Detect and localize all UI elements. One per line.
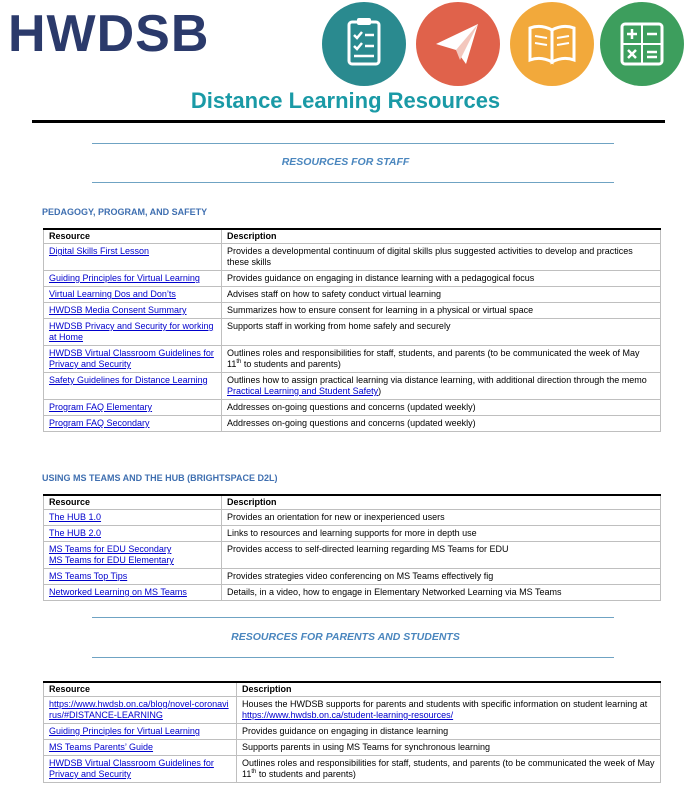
description-cell: Provides guidance on engaging in distance learning with a pedagogical focus <box>222 271 661 287</box>
resource-link[interactable]: HWDSB Privacy and Security for working at Home <box>49 321 214 342</box>
resource-link[interactable]: Guiding Principles for Virtual Learning <box>49 273 200 283</box>
resource-link[interactable]: Program FAQ Elementary <box>49 402 153 412</box>
resource-link[interactable]: Program FAQ Secondary <box>49 418 150 428</box>
table-row <box>44 510 661 526</box>
table-row <box>44 303 661 319</box>
description-cell: Addresses on-going questions and concerns (updated weekly) <box>222 400 661 416</box>
section-heading-staff: RESOURCES FOR STAFF <box>281 156 410 168</box>
resource-link[interactable]: MS Teams Top Tips <box>49 571 128 581</box>
paper-plane-icon <box>416 2 500 86</box>
section-divider <box>92 657 614 658</box>
section-divider <box>92 182 614 183</box>
resource-link[interactable]: Virtual Learning Dos and Don’ts <box>49 289 176 299</box>
description-cell: Supports staff in working from home safely and securely <box>222 319 661 346</box>
table-header-row <box>44 682 661 697</box>
staff-pedagogy-table <box>43 228 661 432</box>
resource-link[interactable]: The HUB 2.0 <box>49 528 102 538</box>
column-header-resource: Resource <box>44 229 222 244</box>
description-cell: Supports parents in using MS Teams for synchronous learning <box>237 740 661 756</box>
description-cell <box>222 373 661 400</box>
table-row <box>44 287 661 303</box>
resource-link[interactable]: MS Teams for EDU Secondary <box>49 544 172 554</box>
column-header-resource: Resource <box>44 682 237 697</box>
description-text: to students and parents) <box>241 359 341 369</box>
resource-link[interactable]: MS Teams Parents’ Guide <box>49 742 154 752</box>
table-row <box>44 724 661 740</box>
resource-link[interactable]: Digital Skills First Lesson <box>49 246 150 256</box>
inline-link[interactable]: https://www.hwdsb.on.ca/student-learning-resources/ <box>242 710 454 720</box>
calculator-icon <box>600 2 684 86</box>
superscript: th <box>236 359 242 365</box>
description-text: Outlines how to assign practical learning via distance learning, with additional direction through the memo <box>227 375 647 385</box>
resource-link[interactable]: https://www.hwdsb.on.ca/blog/novel-coronavirus/#DISTANCE-LEARNING <box>49 699 229 720</box>
table-row <box>44 400 661 416</box>
table-row <box>44 526 661 542</box>
resource-link[interactable]: Networked Learning on MS Teams <box>49 587 187 597</box>
table-row <box>44 416 661 432</box>
table-row <box>44 319 661 346</box>
description-cell: Provides guidance on engaging in distance learning <box>237 724 661 740</box>
open-book-icon <box>510 2 594 86</box>
column-header-description: Description <box>237 682 661 697</box>
description-cell: Provides a developmental continuum of digital skills plus suggested activities to develop and practices these skills <box>222 244 661 271</box>
section-divider <box>92 617 614 618</box>
resource-link[interactable]: MS Teams for EDU Elementary <box>49 555 174 565</box>
description-cell <box>237 697 661 724</box>
description-cell: Summarizes how to ensure consent for learning in a physical or virtual space <box>222 303 661 319</box>
section-divider <box>92 143 614 144</box>
table-row <box>44 346 661 373</box>
description-cell <box>237 756 661 783</box>
section-heading-parents: RESOURCES FOR PARENTS AND STUDENTS <box>231 631 460 643</box>
description-cell: Advises staff on how to safety conduct virtual learning <box>222 287 661 303</box>
description-cell: Details, in a video, how to engage in Elementary Networked Learning via MS Teams <box>222 585 661 601</box>
table-header-row <box>44 229 661 244</box>
description-text: ) <box>378 386 382 396</box>
description-text: Outlines roles and responsibilities for staff, students, and parents (to be communicated the week of May 11 <box>227 348 640 369</box>
table-row <box>44 756 661 783</box>
resource-link[interactable]: Safety Guidelines for Distance Learning <box>49 375 208 385</box>
resource-link[interactable]: HWDSB Media Consent Summary <box>49 305 187 315</box>
column-header-description: Description <box>222 229 661 244</box>
description-text: Houses the HWDSB supports for parents and students with specific information on student learning at <box>242 699 648 709</box>
resource-link[interactable]: The HUB 1.0 <box>49 512 102 522</box>
subheading-pedagogy: PEDAGOGY, PROGRAM, AND SAFETY <box>42 207 208 217</box>
description-cell: Provides access to self-directed learning regarding MS Teams for EDU <box>222 542 661 569</box>
table-row <box>44 585 661 601</box>
table-row <box>44 271 661 287</box>
staff-teams-table <box>43 494 661 601</box>
table-header-row <box>44 495 661 510</box>
table-row <box>44 740 661 756</box>
description-text: Outlines roles and responsibilities for staff, students, and parents (to be communicated the week of May 11 <box>242 758 655 779</box>
description-cell <box>222 346 661 373</box>
description-cell: Provides an orientation for new or inexperienced users <box>222 510 661 526</box>
table-row <box>44 697 661 724</box>
table-row <box>44 542 661 569</box>
inline-link[interactable]: Practical Learning and Student Safety <box>227 386 379 396</box>
hwdsb-logo: HWDSB <box>8 5 210 63</box>
description-cell: Links to resources and learning supports for more in depth use <box>222 526 661 542</box>
table-row <box>44 569 661 585</box>
resource-link[interactable]: Guiding Principles for Virtual Learning <box>49 726 200 736</box>
description-cell: Addresses on-going questions and concerns (updated weekly) <box>222 416 661 432</box>
subheading-teams: USING MS TEAMS AND THE HUB (BRIGHTSPACE D2L) <box>42 473 278 483</box>
title-divider <box>32 120 665 123</box>
resource-link[interactable]: HWDSB Virtual Classroom Guidelines for Privacy and Security <box>49 758 214 779</box>
description-text: to students and parents) <box>256 769 356 779</box>
resource-link[interactable]: HWDSB Virtual Classroom Guidelines for Privacy and Security <box>49 348 214 369</box>
parents-students-table <box>43 681 661 783</box>
clipboard-checklist-icon <box>322 2 406 86</box>
column-header-resource: Resource <box>44 495 222 510</box>
column-header-description: Description <box>222 495 661 510</box>
table-row <box>44 244 661 271</box>
description-cell: Provides strategies video conferencing on MS Teams effectively fig <box>222 569 661 585</box>
page-title: Distance Learning Resources <box>190 88 501 113</box>
table-row <box>44 373 661 400</box>
superscript: th <box>251 769 257 775</box>
